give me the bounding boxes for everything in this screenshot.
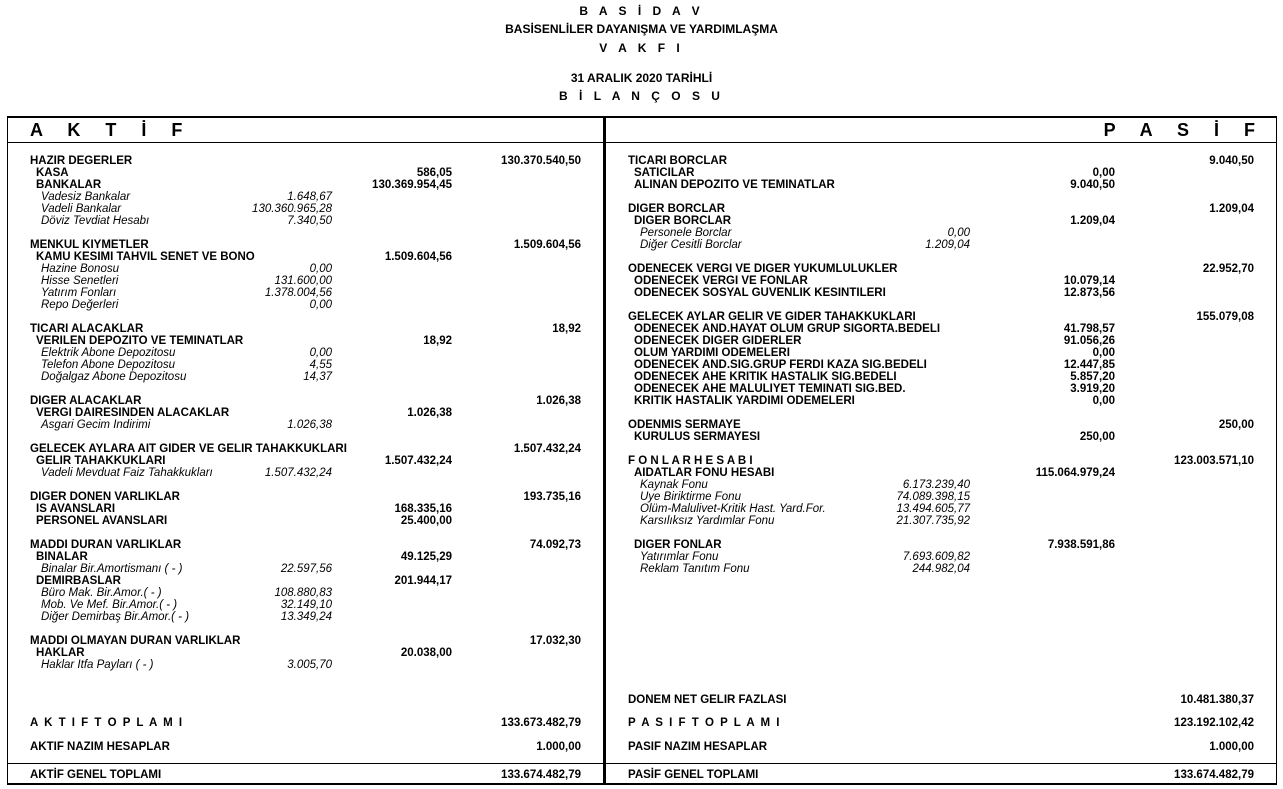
aktif-row-label: Hazine Bonosu	[41, 263, 119, 275]
pasif-row-detail: 21.307.735,92	[896, 515, 970, 527]
pasif-row-amount: 0,00	[1092, 395, 1115, 407]
aktif-row-total: 130.370.540,50	[501, 155, 581, 167]
pasif-row-label: SATICILAR	[634, 167, 695, 179]
pasif-row-label: TICARI BORCLAR	[628, 155, 728, 167]
aktif-row-detail: 0,00	[309, 347, 332, 359]
pasif-row-label: OLUM YARDIMI ODEMELERI	[634, 347, 790, 359]
pasif-row-detail: 0,00	[947, 227, 970, 239]
aktif-row-detail: 131.600,00	[274, 275, 332, 287]
aktif-row-detail: 108.880,83	[274, 587, 332, 599]
aktif-row-label: Haklar Itfa Payları ( - )	[41, 659, 154, 671]
pasif-total-label: PASİF GENEL TOPLAMI	[628, 769, 759, 781]
aktif-row-amount: 18,92	[423, 335, 452, 347]
aktif-row-detail: 0,00	[309, 299, 332, 311]
aktif-row-label: Binalar Bir.Amortismanı ( - )	[41, 563, 183, 575]
pasif-row-label: ODENMIS SERMAYE	[628, 419, 741, 431]
aktif-row-label: Asgari Gecim Indirimi	[41, 419, 151, 431]
aktif-total-value: 133.673.482,79	[501, 717, 581, 729]
aktif-row-label: PERSONEL AVANSLARI	[36, 515, 168, 527]
aktif-row-amount: 1.509.604,56	[384, 251, 452, 263]
pasif-row-amount: 1.209,04	[1070, 215, 1115, 227]
aktif-row-label: Döviz Tevdiat Hesabı	[41, 215, 150, 227]
pasif-row-label: ALINAN DEPOZITO VE TEMINATLAR	[634, 179, 835, 191]
aktif-row-detail: 4,55	[309, 359, 332, 371]
pasif-row-label: AIDATLAR FONU HESABI	[634, 467, 775, 479]
frame-top-line	[7, 116, 1277, 118]
pasif-row-label: ODENECEK SOSYAL GUVENLIK KESINTILERI	[634, 287, 886, 299]
pasif-total-label: DONEM NET GELIR FAZLASI	[628, 694, 787, 706]
aktif-row-total: 18,92	[552, 323, 581, 335]
pasif-row-amount: 5.857,20	[1070, 371, 1115, 383]
aktif-row-label: Elektrik Abone Depozitosu	[41, 347, 176, 359]
aktif-row-label: DIGER ALACAKLAR	[30, 395, 142, 407]
aktif-row-amount: 1.507.432,24	[384, 455, 452, 467]
aktif-row-label: GELIR TAHAKKUKLARI	[36, 455, 166, 467]
org-short-name: B A S İ D A V	[579, 4, 704, 18]
heading-divider	[7, 142, 1277, 143]
aktif-row-total: 17.032,30	[529, 635, 581, 647]
pasif-row-detail: 6.173.239,40	[902, 479, 970, 491]
pasif-row-amount: 250,00	[1079, 431, 1115, 443]
pasif-row-total: 155.079,08	[1196, 311, 1254, 323]
pasif-row-amount: 0,00	[1092, 347, 1115, 359]
aktif-row-detail: 14,37	[303, 371, 332, 383]
pasif-row-amount: 91.056,26	[1063, 335, 1115, 347]
aktif-row-detail: 130.360.965,28	[252, 203, 332, 215]
aktif-total-label: A K T I F T O P L A M I	[30, 717, 184, 729]
aktif-row-total: 1.509.604,56	[513, 239, 581, 251]
pasif-row-amount: 12.447,85	[1063, 359, 1115, 371]
aktif-row-label: HAZIR DEGERLER	[30, 155, 133, 167]
org-full-name: BASİSENLİLER DAYANIŞMA VE YARDIMLAŞMA	[505, 22, 778, 36]
center-divider	[603, 116, 606, 784]
document-title: B İ L A N Ç O S U	[559, 89, 724, 103]
pasif-row-amount: 12.873,56	[1063, 287, 1115, 299]
aktif-row-label: Mob. Ve Mef. Bir.Amor.( - )	[41, 599, 178, 611]
pasif-row-amount: 9.040,50	[1070, 179, 1115, 191]
pasif-total-value: 1.000,00	[1209, 741, 1254, 753]
aktif-row-label: BINALAR	[36, 551, 88, 563]
pasif-row-label: ODENECEK AHE MALULIYET TEMINATI SIG.BED.	[634, 383, 906, 395]
pasif-row-label: Karsılıksız Yardımlar Fonu	[640, 515, 775, 527]
aktif-row-label: IS AVANSLARI	[36, 503, 116, 515]
aktif-total-label: AKTİF GENEL TOPLAMI	[30, 769, 162, 781]
pasif-row-label: ODENECEK DIGER GIDERLER	[634, 335, 802, 347]
pasif-row-label: Olüm-Malulivet-Kritik Hast. Yard.For.	[640, 503, 826, 515]
pasif-row-detail: 1.209,04	[925, 239, 970, 251]
pasif-row-label: Diğer Cesitli Borclar	[640, 239, 742, 251]
pasif-row-label: ODENECEK AHE KRITIK HASTALIK SIG.BEDELI	[634, 371, 897, 383]
pasif-row-label: GELECEK AYLAR GELIR VE GIDER TAHAKKUKLARI	[628, 311, 916, 323]
pasif-total-value: 123.192.102,42	[1174, 717, 1254, 729]
aktif-row-label: KASA	[36, 167, 69, 179]
aktif-row-label: Büro Mak. Bir.Amor.( - )	[41, 587, 162, 599]
pasif-row-amount: 41.798,57	[1063, 323, 1115, 335]
aktif-row-label: Hisse Senetleri	[41, 275, 119, 287]
aktif-row-amount: 25.400,00	[400, 515, 452, 527]
pasif-row-amount: 10.079,14	[1063, 275, 1115, 287]
aktif-row-total: 1.026,38	[536, 395, 581, 407]
pasif-total-value: 133.674.482,79	[1174, 769, 1254, 781]
pasif-row-label: ODENECEK VERGI VE FONLAR	[634, 275, 808, 287]
aktif-row-label: GELECEK AYLARA AIT GIDER VE GELIR TAHAKKUKLARI	[30, 443, 347, 455]
pasif-row-amount: 7.938.591,86	[1047, 539, 1115, 551]
pasif-row-total: 1.209,04	[1209, 203, 1254, 215]
aktif-row-label: MADDI OLMAYAN DURAN VARLIKLAR	[30, 635, 241, 647]
frame-bottom-line	[7, 783, 1277, 785]
pasif-row-label: F O N L A R H E S A B I	[628, 455, 753, 467]
aktif-row-amount: 130.369.954,45	[372, 179, 452, 191]
aktif-row-detail: 13.349,24	[280, 611, 332, 623]
aktif-row-amount: 168.335,16	[394, 503, 452, 515]
aktif-row-label: Telefon Abone Depozitosu	[41, 359, 176, 371]
pasif-row-total: 250,00	[1218, 419, 1254, 431]
pasif-row-detail: 74.089.398,15	[896, 491, 970, 503]
aktif-row-detail: 32.149,10	[280, 599, 332, 611]
aktif-row-label: MADDI DURAN VARLIKLAR	[30, 539, 182, 551]
pasif-row-label: Uye Biriktirme Fonu	[640, 491, 741, 503]
pasif-row-total: 9.040,50	[1209, 155, 1254, 167]
date-line: 31 ARALIK 2020 TARİHLİ	[570, 71, 713, 85]
aktif-row-total: 74.092,73	[529, 539, 581, 551]
aktif-row-label: Vadeli Bankalar	[41, 203, 122, 215]
aktif-row-label: VERILEN DEPOZITO VE TEMINATLAR	[36, 335, 244, 347]
pasif-row-total: 123.003.571,10	[1174, 455, 1254, 467]
pasif-row-label: KURULUS SERMAYESI	[634, 431, 761, 443]
aktif-row-detail: 1.026,38	[287, 419, 332, 431]
aktif-row-total: 1.507.432,24	[513, 443, 581, 455]
aktif-row-label: DIGER DONEN VARLIKLAR	[30, 491, 180, 503]
pasif-row-label: DIGER BORCLAR	[634, 215, 732, 227]
grand-total-divider	[7, 763, 1277, 764]
pasif-total-label: PASIF NAZIM HESAPLAR	[628, 741, 768, 753]
aktif-row-label: DEMIRBASLAR	[36, 575, 121, 587]
pasif-row-label: Kaynak Fonu	[640, 479, 708, 491]
aktif-row-label: MENKUL KIYMETLER	[30, 239, 149, 251]
aktif-row-label: Repo Değerleri	[41, 299, 119, 311]
aktif-row-amount: 586,05	[416, 167, 452, 179]
aktif-row-detail: 1.648,67	[287, 191, 332, 203]
aktif-row-detail: 3.005,70	[287, 659, 332, 671]
frame-left-line	[7, 116, 8, 784]
aktif-row-detail: 7.340,50	[287, 215, 332, 227]
pasif-row-label: ODENECEK AND.HAYAT OLUM GRUP SIGORTA.BEDELI	[634, 323, 941, 335]
pasif-row-label: ODENECEK AND.SIG.GRUP FERDI KAZA SIG.BEDELI	[634, 359, 927, 371]
pasif-row-amount: 0,00	[1092, 167, 1115, 179]
aktif-row-label: Doğalgaz Abone Depozitosu	[41, 371, 187, 383]
pasif-total-value: 10.481.380,37	[1180, 694, 1254, 706]
pasif-row-label: Reklam Tanıtım Fonu	[640, 563, 750, 575]
aktif-total-value: 133.674.482,79	[501, 769, 581, 781]
pasif-row-label: Personele Borclar	[640, 227, 732, 239]
pasif-row-label: DIGER BORCLAR	[628, 203, 726, 215]
aktif-row-detail: 22.597,56	[280, 563, 332, 575]
aktif-row-amount: 1.026,38	[407, 407, 452, 419]
aktif-total-value: 1.000,00	[536, 741, 581, 753]
pasif-row-amount: 115.064.979,24	[1035, 467, 1115, 479]
aktif-row-total: 193.735,16	[523, 491, 581, 503]
aktif-row-label: HAKLAR	[36, 647, 85, 659]
pasif-row-detail: 13.494.605,77	[896, 503, 970, 515]
pasif-row-amount: 3.919,20	[1070, 383, 1115, 395]
org-type: V A K F I	[599, 41, 684, 55]
pasif-row-label: Yatırımlar Fonu	[640, 551, 719, 563]
pasif-row-detail: 7.693.609,82	[902, 551, 970, 563]
aktif-row-label: KAMU KESIMI TAHVIL SENET VE BONO	[36, 251, 255, 263]
aktif-row-label: Yatırım Fonları	[41, 287, 117, 299]
pasif-row-total: 22.952,70	[1202, 263, 1254, 275]
aktif-total-label: AKTIF NAZIM HESAPLAR	[30, 741, 170, 753]
pasif-row-label: ODENECEK VERGI VE DIGER YUKUMLULUKLER	[628, 263, 898, 275]
aktif-row-label: Diğer Demirbaş Bir.Amor.( - )	[41, 611, 190, 623]
aktif-row-amount: 201.944,17	[394, 575, 452, 587]
aktif-row-label: TICARI ALACAKLAR	[30, 323, 144, 335]
aktif-row-detail: 1.507.432,24	[264, 467, 332, 479]
aktif-row-detail: 0,00	[309, 263, 332, 275]
pasif-row-label: KRITIK HASTALIK YARDIMI ODEMELERI	[634, 395, 855, 407]
pasif-row-label: DIGER FONLAR	[634, 539, 722, 551]
aktif-heading: A K T İ F	[30, 120, 193, 140]
aktif-row-amount: 20.038,00	[400, 647, 452, 659]
pasif-heading: P A S İ F	[1103, 120, 1265, 140]
aktif-row-label: VERGI DAIRESINDEN ALACAKLAR	[36, 407, 230, 419]
pasif-total-label: P A S I F T O P L A M I	[628, 717, 781, 729]
aktif-row-detail: 1.378.004,56	[264, 287, 332, 299]
pasif-row-detail: 244.982,04	[912, 563, 970, 575]
aktif-row-label: Vadeli Mevduat Faiz Tahakkukları	[41, 467, 213, 479]
aktif-row-amount: 49.125,29	[400, 551, 452, 563]
aktif-row-label: BANKALAR	[36, 179, 102, 191]
frame-right-line	[1276, 116, 1277, 784]
aktif-row-label: Vadesiz Bankalar	[41, 191, 131, 203]
